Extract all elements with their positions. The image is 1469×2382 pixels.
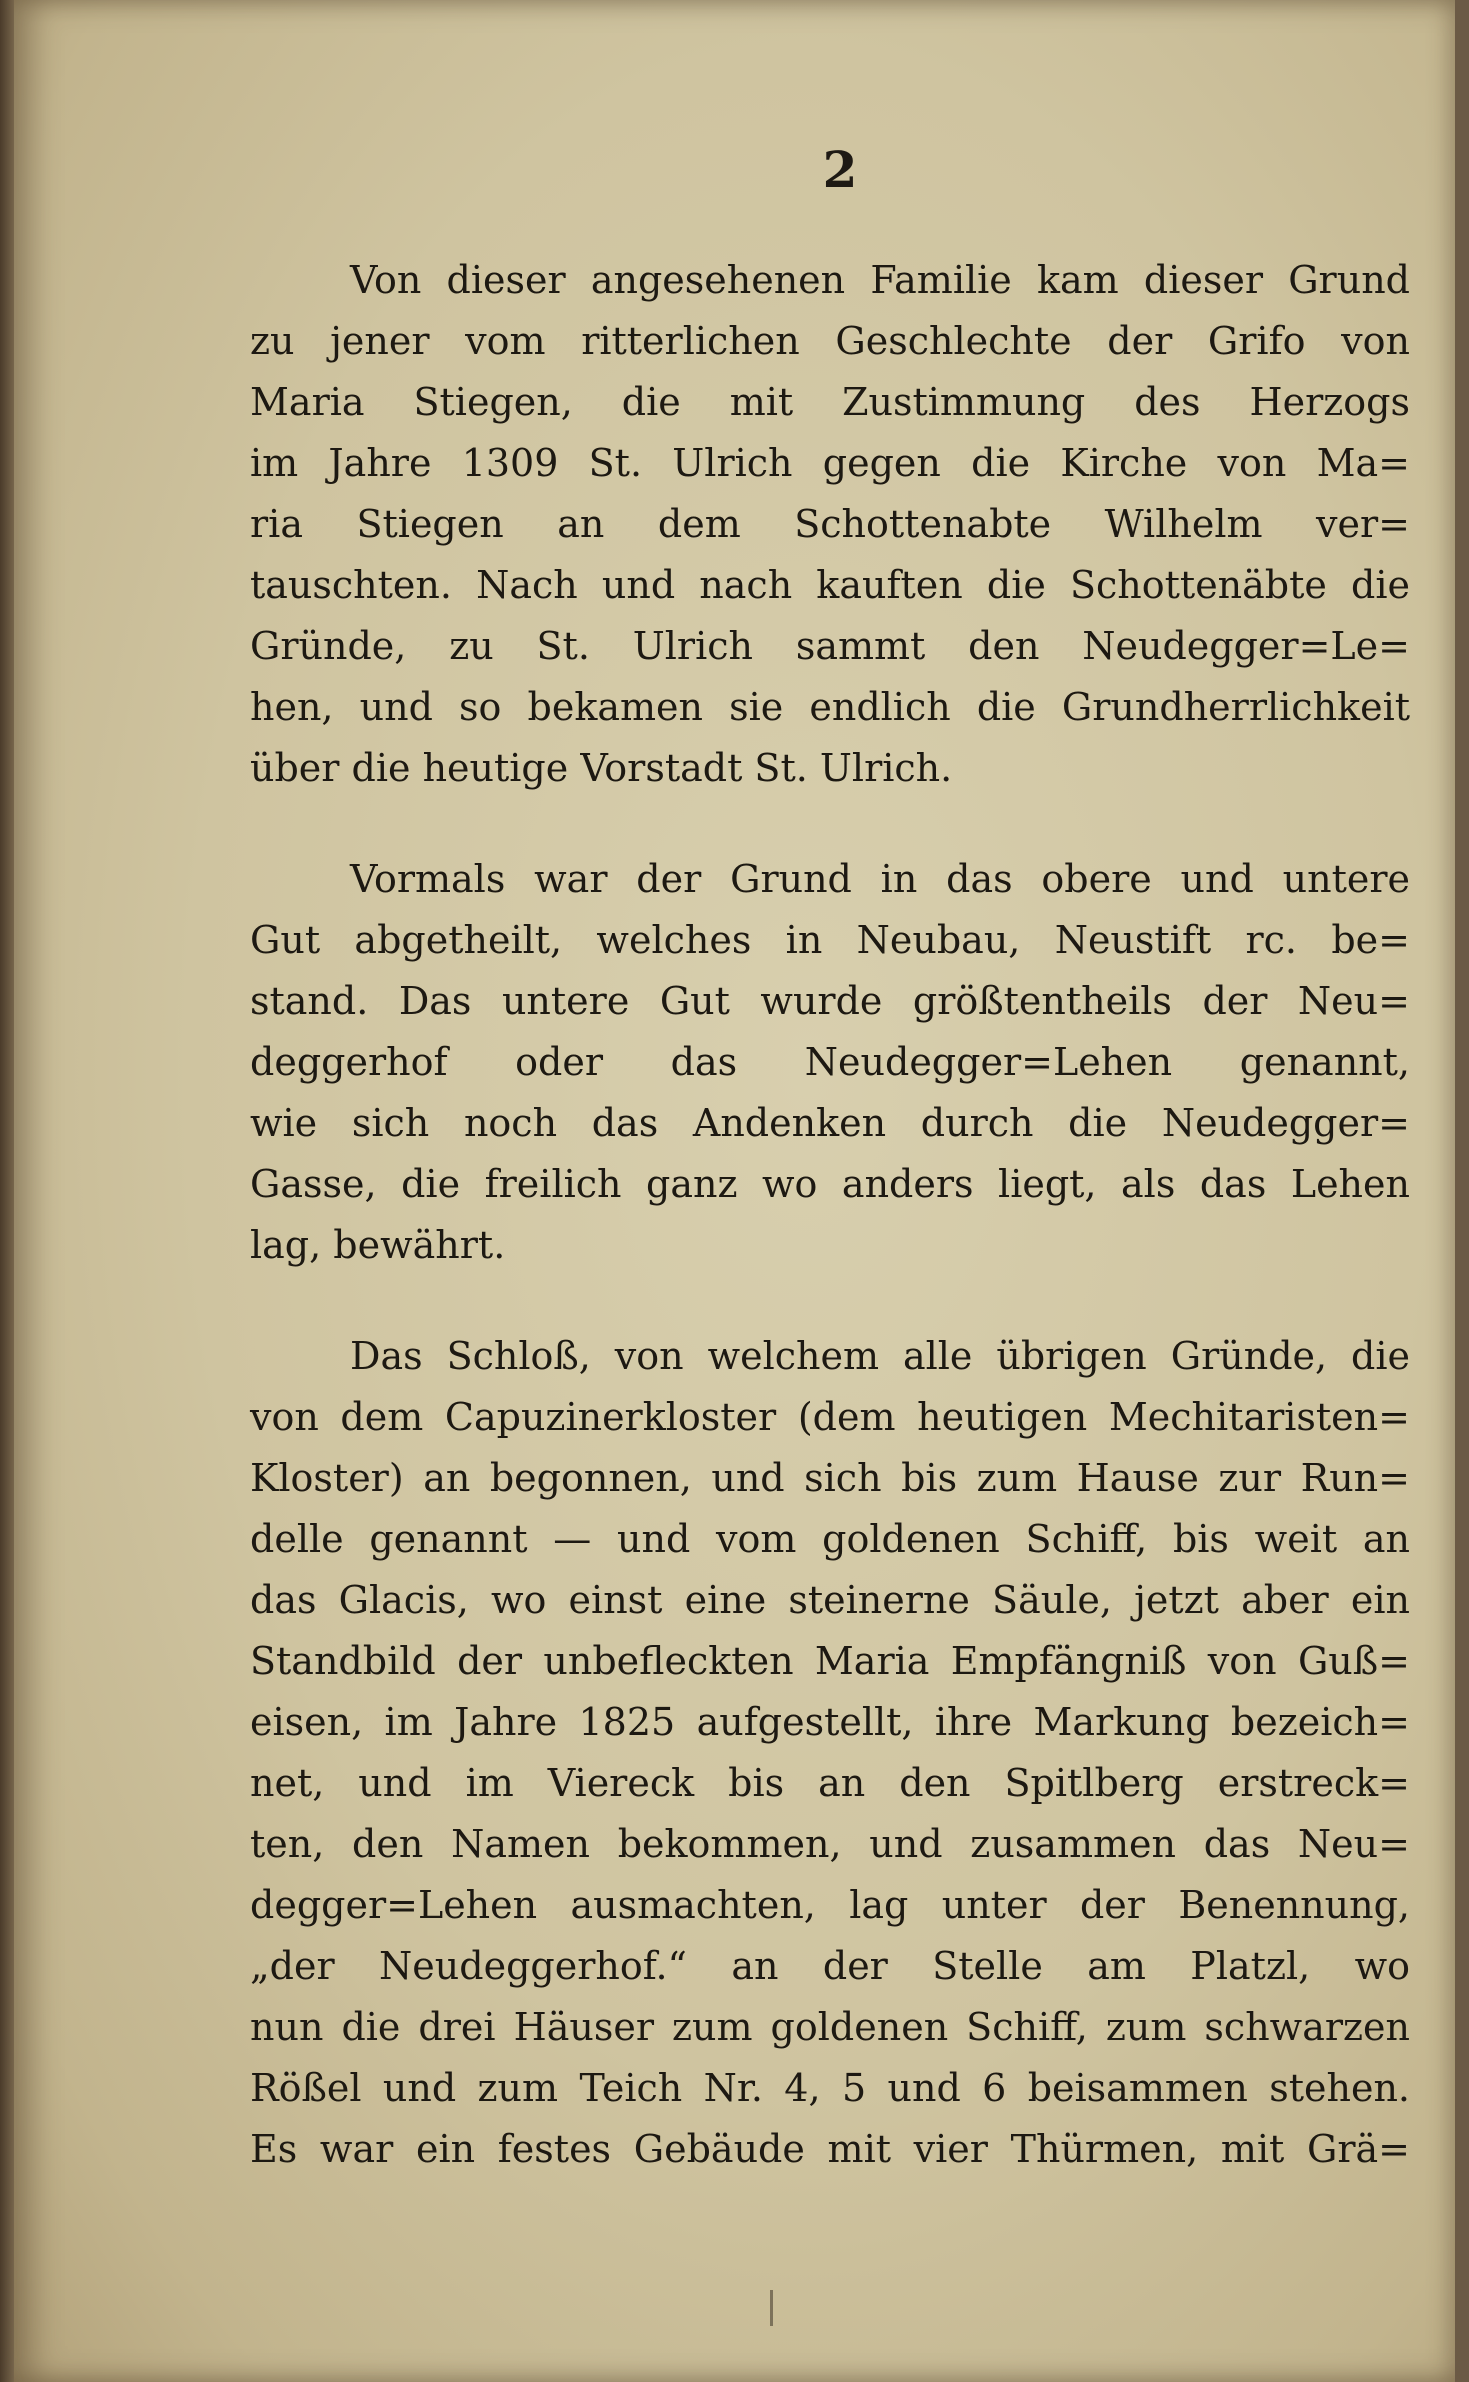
paragraph bbox=[250, 250, 1410, 799]
text-line: eisen, im Jahre 1825 aufgestellt, ihre Markung bezeich= bbox=[250, 1700, 1410, 1744]
text-line: über die heutige Vorstadt St. Ulrich. bbox=[250, 746, 953, 790]
text-line: Gut abgetheilt, welches in Neubau, Neustift rc. be= bbox=[250, 918, 1410, 962]
text-line: delle genannt — und vom goldenen Schiff, bis weit an bbox=[250, 1517, 1410, 1561]
text-line: Rößel und zum Teich Nr. 4, 5 und 6 beisammen stehen. bbox=[250, 2066, 1410, 2110]
text-line: wie sich noch das Andenken durch die Neudegger= bbox=[250, 1101, 1410, 1145]
text-line: stand. Das untere Gut wurde größtentheils der Neu= bbox=[250, 979, 1410, 1023]
text-line: Vormals war der Grund in das obere und untere bbox=[350, 857, 1410, 901]
text-line: ria Stiegen an dem Schottenabte Wilhelm ver= bbox=[250, 502, 1410, 546]
text-line: Von dieser angesehenen Familie kam dieser Grund bbox=[350, 258, 1410, 302]
text-line: Gründe, zu St. Ulrich sammt den Neudegger=Le= bbox=[250, 624, 1410, 668]
page-number: 2 bbox=[822, 140, 858, 199]
text-line: Maria Stiegen, die mit Zustimmung des Herzogs bbox=[250, 380, 1410, 424]
text-line: Kloster) an begonnen, und sich bis zum Hause zur Run= bbox=[250, 1456, 1410, 1500]
text-line: von dem Capuzinerkloster (dem heutigen Mechitaristen= bbox=[250, 1395, 1410, 1439]
text-line: hen, und so bekamen sie endlich die Grundherrlichkeit bbox=[250, 685, 1410, 729]
ink-mark bbox=[770, 2290, 773, 2326]
text-line: degger=Lehen ausmachten, lag unter der Benennung, bbox=[250, 1883, 1410, 1927]
text-line: lag, bewährt. bbox=[250, 1223, 506, 1267]
text-line: Das Schloß, von welchem alle übrigen Gründe, die bbox=[350, 1334, 1410, 1378]
text-line: Gasse, die freilich ganz wo anders liegt, als das Lehen bbox=[250, 1162, 1410, 1206]
text-line: ten, den Namen bekommen, und zusammen das Neu= bbox=[250, 1822, 1410, 1866]
text-line: zu jener vom ritterlichen Geschlechte der Grifo von bbox=[250, 319, 1410, 363]
text-line: net, und im Viereck bis an den Spitlberg erstreck= bbox=[250, 1761, 1410, 1805]
paragraph bbox=[250, 1326, 1410, 2180]
paragraph bbox=[250, 849, 1410, 1276]
text-line: deggerhof oder das Neudegger=Lehen genannt, bbox=[250, 1040, 1410, 1084]
text-line: „der Neudeggerhof.“ an der Stelle am Platzl, wo bbox=[250, 1944, 1410, 1988]
text-line: Standbild der unbefleckten Maria Empfängniß von Guß= bbox=[250, 1639, 1410, 1683]
text-line: nun die drei Häuser zum goldenen Schiff, zum schwarzen bbox=[250, 2005, 1410, 2049]
text-line: Es war ein festes Gebäude mit vier Thürmen, mit Grä= bbox=[250, 2127, 1410, 2171]
text-line: tauschten. Nach und nach kauften die Schottenäbte die bbox=[250, 563, 1410, 607]
body-text bbox=[250, 250, 1410, 2180]
text-line: im Jahre 1309 St. Ulrich gegen die Kirche von Ma= bbox=[250, 441, 1410, 485]
text-line: das Glacis, wo einst eine steinerne Säule, jetzt aber ein bbox=[250, 1578, 1410, 1622]
